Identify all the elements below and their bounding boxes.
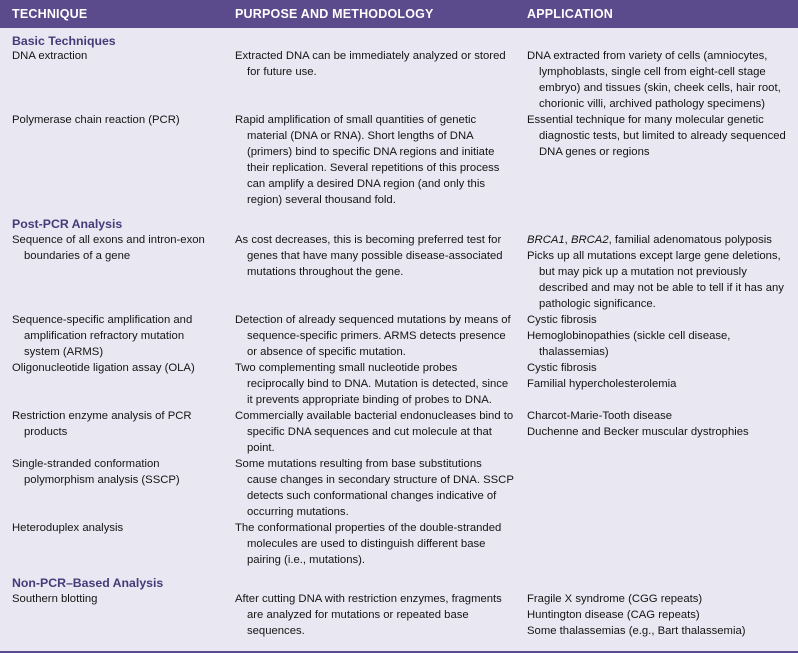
section-post-pcr-analysis: Post-PCR Analysis (12, 217, 123, 231)
technique-ola: Oligonucleotide ligation assay (OLA) (12, 362, 195, 374)
table-header (0, 0, 798, 28)
application-sequence-exons: BRCA1, BRCA2, familial adenomatous polyposis Picks up all mutations except large gene deletions, but may pick up a mutation not previously described and may not be able to tell if it has any pathologic significance. (527, 232, 793, 312)
section-basic-techniques: Basic Techniques (12, 34, 116, 48)
purpose-heteroduplex: The conformational properties of the double-stranded molecules are used to distinguish different base pairing (i.e., mutations). (235, 522, 502, 566)
technique-restriction-enzyme: Restriction enzyme analysis of PCR products (12, 410, 192, 438)
technique-southern-blotting: Southern blotting (12, 593, 98, 605)
technique-sscp: Single-stranded conformation polymorphism analysis (SSCP) (12, 458, 180, 486)
header-technique: TECHNIQUE (12, 7, 88, 21)
purpose-pcr: Rapid amplification of small quantities of genetic material (DNA or RNA). Short lengths of DNA (primers) bind to specific DNA regions and initiate their replication. Several repetitions of this process can amplify a desired DNA region (and only this region) several thousand fold. (235, 114, 500, 206)
technique-pcr: Polymerase chain reaction (PCR) (12, 114, 180, 126)
application-southern-blotting: Fragile X syndrome (CGG repeats) Huntington disease (CAG repeats) Some thalassemias (e.g., Bart thalassemia) (527, 593, 746, 637)
header-application: APPLICATION (527, 7, 613, 21)
application-pcr: Essential technique for many molecular genetic diagnostic tests, but limited to already sequenced DNA genes or regions (527, 114, 786, 158)
purpose-sscp: Some mutations resulting from base substitutions cause changes in secondary structure of DNA. SSCP detects such conformational changes indicative of occurring mutations. (235, 458, 514, 518)
header-purpose: PURPOSE AND METHODOLOGY (235, 7, 434, 21)
application-arms: Cystic fibrosis Hemoglobinopathies (sickle cell disease, thalassemias) (527, 314, 731, 358)
technique-sequence-exons: Sequence of all exons and intron-exon boundaries of a gene (12, 234, 205, 262)
purpose-dna-extraction: Extracted DNA can be immediately analyzed or stored for future use. (235, 50, 506, 78)
section-non-pcr-analysis: Non-PCR–Based Analysis (12, 576, 164, 590)
purpose-restriction-enzyme: Commercially available bacterial endonucleases bind to specific DNA sequences and cut molecule at that point. (235, 410, 514, 454)
purpose-southern-blotting: After cutting DNA with restriction enzymes, fragments are analyzed for mutations or repeated base sequences. (235, 593, 502, 637)
technique-dna-extraction: DNA extraction (12, 50, 88, 62)
technique-arms: Sequence-specific amplification and amplification refractory mutation system (ARMS) (12, 314, 193, 358)
purpose-ola: Two complementing small nucleotide probes reciprocally bind to DNA. Mutation is detected, since it prevents appropriate binding of probes to DNA. (235, 362, 509, 406)
technique-heteroduplex: Heteroduplex analysis (12, 522, 124, 534)
application-restriction-enzyme: Charcot-Marie-Tooth disease Duchenne and Becker muscular dystrophies (527, 410, 749, 438)
purpose-sequence-exons: As cost decreases, this is becoming preferred test for genes that have many possible disease-associated mutations throughout the gene. (235, 234, 503, 278)
application-dna-extraction: DNA extracted from variety of cells (amniocytes, lymphoblasts, single cell from eight-cell stage embryo) and tissues (skin, cheek cells, hair root, chorionic villi, archived pathology specimens) (527, 50, 781, 110)
purpose-arms: Detection of already sequenced mutations by means of sequence-specific primers. ARMS detects presence or absence of specific mutation. (235, 314, 511, 358)
application-ola: Cystic fibrosis Familial hypercholesterolemia (527, 362, 677, 390)
application-brca-line: BRCA1, BRCA2, familial adenomatous polyposis (527, 234, 772, 246)
